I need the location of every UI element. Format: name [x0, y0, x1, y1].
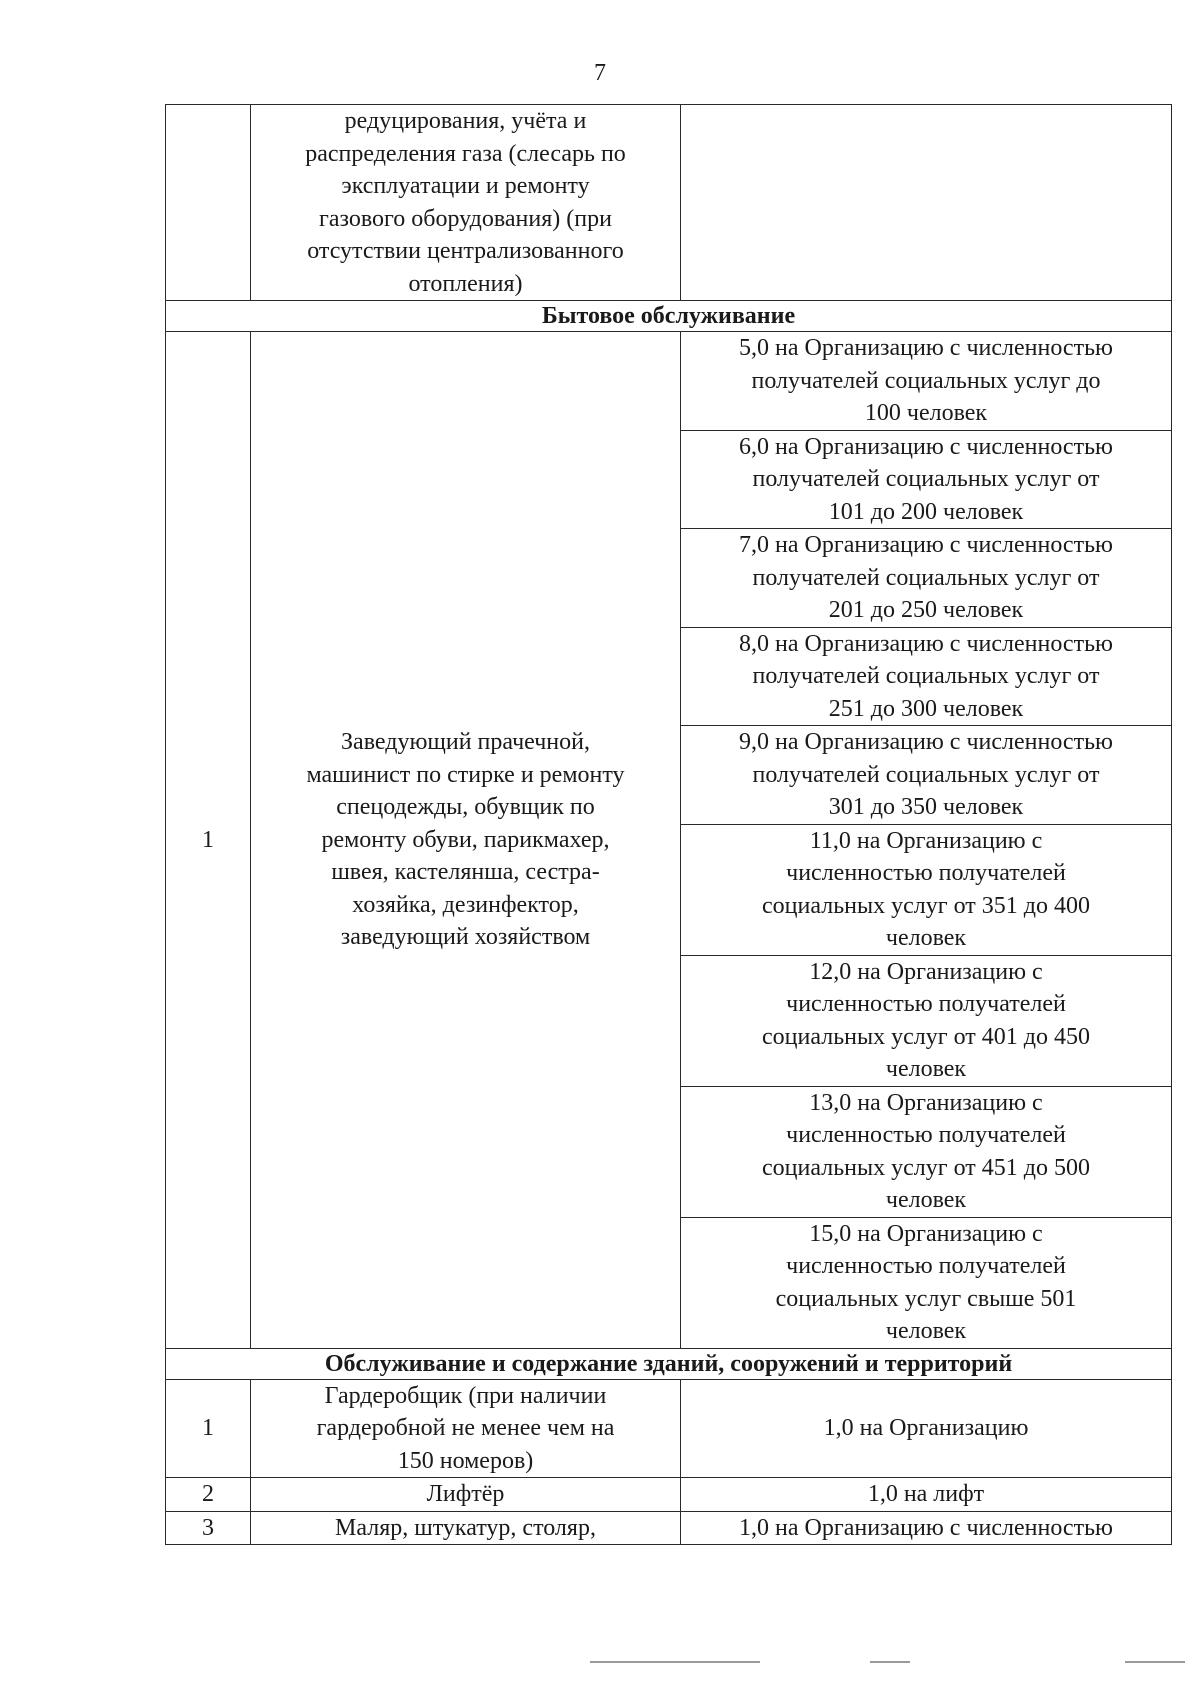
norm-line: социальных услуг от 451 до 500 — [762, 1154, 1090, 1181]
norm-line: социальных услуг свыше 501 — [775, 1285, 1077, 1312]
position-line: заведующий хозяйством — [340, 924, 591, 950]
table-row — [166, 332, 1172, 431]
position-line: газового оборудования) (при — [319, 205, 612, 232]
norm-line: человек — [885, 925, 967, 951]
position-cell — [251, 1478, 681, 1512]
norm-line: численностью получателей — [786, 1253, 1066, 1279]
table-row — [166, 1511, 1172, 1545]
norm-line: 1,0 на лифт — [867, 1481, 985, 1507]
position-line: ремонту обуви, парикмахер, — [321, 826, 610, 853]
row-number-cell: 3 — [166, 1511, 251, 1545]
norm-line: 1,0 на Организацию с численностью — [739, 1514, 1113, 1541]
norm-line: получателей социальных услуг от — [752, 564, 1100, 591]
section-header-row — [166, 301, 1172, 332]
norm-line: получателей социальных услуг до — [751, 367, 1101, 394]
table-row — [166, 1379, 1172, 1478]
norm-cell — [681, 726, 1172, 825]
position-line: гардеробной не менее чем на — [316, 1415, 615, 1441]
norm-line: 9,0 на Организацию с численностью — [739, 729, 1113, 755]
page-number: 7 — [594, 60, 606, 86]
norm-line: численностью получателей — [786, 860, 1066, 886]
position-line: Лифтёр — [426, 1481, 505, 1507]
norm-line: 100 человек — [864, 400, 988, 426]
row-number-cell: 1 — [166, 1379, 251, 1478]
position-line: Гардеробщик (при наличии — [324, 1382, 607, 1409]
position-line: машинист по стирке и ремонту — [306, 761, 625, 788]
norm-line: 301 до 350 человек — [828, 794, 1024, 820]
norm-line: человек — [885, 1056, 967, 1082]
position-cell — [251, 105, 681, 301]
table-row — [166, 1478, 1172, 1512]
section-title-household: Бытовое обслуживание — [166, 301, 1172, 332]
norm-line: 101 до 200 человек — [828, 498, 1024, 525]
norm-line: численностью получателей — [786, 991, 1066, 1017]
norm-line: социальных услуг от 351 до 400 — [762, 892, 1090, 919]
norm-cell — [681, 105, 1172, 301]
row-number-cell: 2 — [166, 1478, 251, 1512]
norm-cell — [681, 1511, 1172, 1545]
norm-line: 6,0 на Организацию с численностью — [739, 433, 1113, 460]
position-cell — [251, 1379, 681, 1478]
norm-line: численностью получателей — [786, 1122, 1066, 1148]
position-line: эксплуатации и ремонту — [341, 173, 590, 199]
norm-line: 12,0 на Организацию с — [809, 958, 1043, 985]
norm-line: 201 до 250 человек — [828, 597, 1024, 623]
section-header-row — [166, 1348, 1172, 1379]
staffing-norms-table — [165, 104, 1172, 1545]
table-row — [166, 105, 1172, 301]
norm-line: получателей социальных услуг от — [752, 466, 1100, 492]
scan-artifact-line — [870, 1661, 910, 1663]
position-line: швея, кастелянша, сестра- — [331, 859, 600, 885]
norm-line: 11,0 на Организацию с — [809, 827, 1043, 854]
norm-line: получателей социальных услуг от — [752, 663, 1100, 689]
position-cell — [251, 1511, 681, 1545]
position-line: распределения газа (слесарь по — [305, 140, 626, 167]
position-line: отопления) — [408, 270, 523, 297]
norm-cell — [681, 824, 1172, 955]
row-number-cell: 1 — [166, 332, 251, 1349]
section-title-buildings: Обслуживание и содержание зданий, сооружений и территорий — [166, 1348, 1172, 1379]
norm-line: 15,0 на Организацию с — [809, 1220, 1043, 1247]
position-line: хозяйка, дезинфектор, — [352, 891, 579, 918]
position-cell — [251, 332, 681, 1349]
norm-line: получателей социальных услуг от — [752, 761, 1100, 788]
norm-line: 251 до 300 человек — [828, 695, 1024, 722]
norm-line: человек — [885, 1187, 967, 1213]
position-line: 150 номеров) — [397, 1447, 534, 1474]
norm-cell — [681, 529, 1172, 628]
row-number-cell — [166, 105, 251, 301]
norm-cell — [681, 955, 1172, 1086]
norm-cell — [681, 1086, 1172, 1217]
norm-line: социальных услуг от 401 до 450 — [762, 1023, 1090, 1050]
norm-line: 13,0 на Организацию с — [809, 1089, 1043, 1116]
norm-cell — [681, 430, 1172, 529]
norm-cell — [681, 627, 1172, 726]
position-line: отсутствии централизованного — [307, 238, 624, 264]
norm-line: 5,0 на Организацию с численностью — [739, 335, 1113, 361]
scan-artifact-line — [1125, 1661, 1185, 1663]
norm-line: 7,0 на Организацию с численностью — [739, 532, 1113, 558]
norm-cell — [681, 1478, 1172, 1512]
scan-artifact-line — [590, 1661, 760, 1663]
norm-line: 1,0 на Организацию — [823, 1415, 1029, 1441]
norm-cell — [681, 332, 1172, 431]
position-line: спецодежды, обувщик по — [336, 794, 595, 820]
norm-cell — [681, 1379, 1172, 1478]
position-line: Маляр, штукатур, столяр, — [335, 1514, 596, 1541]
norm-line: 8,0 на Организацию с численностью — [739, 630, 1113, 657]
norm-cell — [681, 1217, 1172, 1348]
norm-line: человек — [885, 1318, 967, 1344]
position-line: Заведующий прачечной, — [341, 729, 590, 755]
position-line: редуцирования, учёта и — [344, 108, 587, 134]
